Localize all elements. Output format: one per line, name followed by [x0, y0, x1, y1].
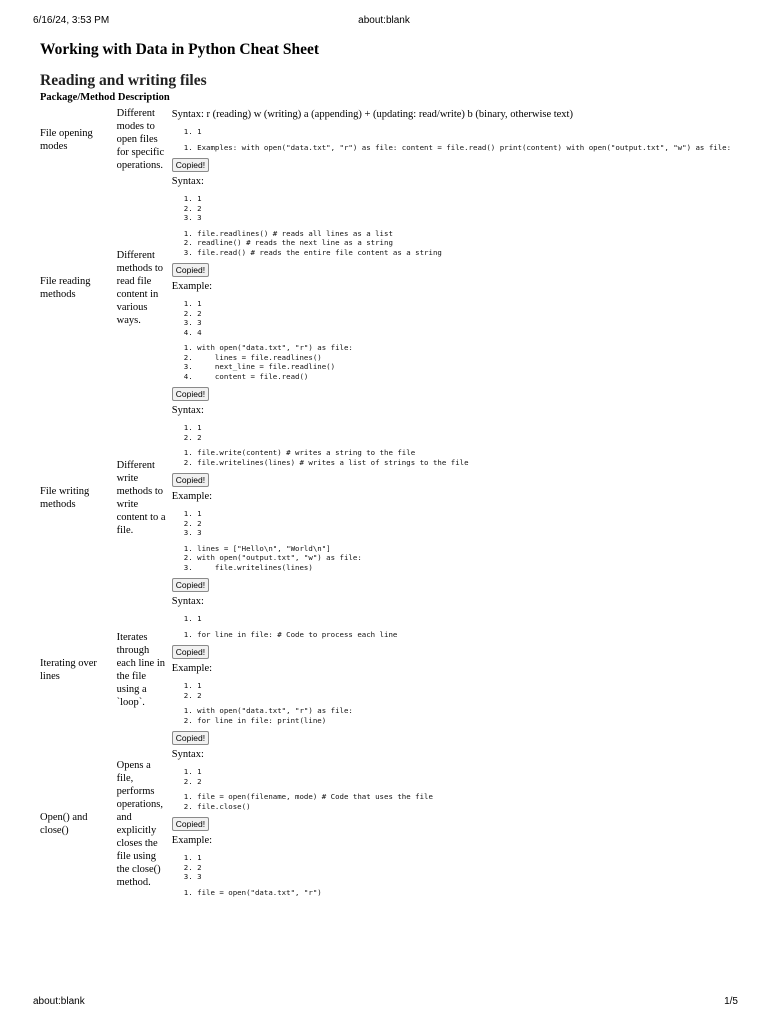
- copy-button[interactable]: Copied!: [172, 817, 209, 831]
- table-row: [40, 106, 740, 173]
- code-lines: 1. with open("data.txt", "r") as file: 2. for line in file: print(line): [183, 706, 353, 725]
- code-cell: [172, 746, 740, 902]
- code-lines: 1. file = open("data.txt", "r"): [183, 887, 322, 897]
- table-row: [40, 173, 740, 402]
- code-lines: 1. file = open(filename, mode) # Code that uses the file 2. file.close(): [183, 792, 433, 811]
- code-cell: [172, 173, 740, 402]
- method-description: Opens a file, performs operations, and explicitly closes the file using the close() method.: [116, 760, 163, 888]
- print-url: about:blank: [33, 996, 85, 1007]
- code-cell: [172, 402, 740, 593]
- line-numbers: 1. 1 2. 2 3. 3 4. 4: [183, 299, 202, 337]
- code-label: Syntax: r (reading) w (writing) a (appending) + (updating: read/write) b (binary, otherwise text): [171, 109, 573, 120]
- code-label: Syntax:: [171, 596, 204, 607]
- copy-button[interactable]: Copied!: [172, 387, 209, 401]
- table-row: [40, 746, 740, 902]
- method-name: File reading methods: [40, 275, 91, 300]
- method-description: Different methods to read file content in various ways.: [116, 249, 163, 326]
- page-title: Working with Data in Python Cheat Sheet: [40, 41, 320, 58]
- document-body: [40, 40, 740, 902]
- table-row: [40, 402, 740, 593]
- code-label: Syntax:: [171, 176, 204, 187]
- code-label: Syntax:: [171, 749, 204, 760]
- code-cell: [172, 593, 740, 746]
- code-block: [184, 847, 740, 902]
- code-block: [184, 121, 740, 157]
- line-numbers: 1. 1 2. 2 3. 3: [183, 194, 202, 222]
- table-header: Package/Method Description: [40, 92, 170, 103]
- copy-button[interactable]: Copied!: [172, 645, 209, 659]
- line-numbers: 1. 1: [183, 127, 202, 136]
- code-block: [184, 188, 740, 262]
- code-lines: 1. for line in file: # Code to process each line: [183, 629, 398, 639]
- table-row: [40, 593, 740, 746]
- method-name: Open() and close(): [40, 812, 88, 836]
- code-label: Example:: [171, 835, 213, 846]
- page-number: 1/5: [724, 996, 738, 1007]
- code-label: Example:: [171, 491, 213, 502]
- line-numbers: 1. 1: [183, 614, 202, 623]
- copy-button[interactable]: Copied!: [172, 731, 209, 745]
- code-lines: 1. with open("data.txt", "r") as file: 2. lines = file.readlines() 3. next_line = file.readline() 4. content = file.read(): [183, 343, 353, 381]
- method-name: File opening modes: [40, 127, 93, 152]
- line-numbers: 1. 1 2. 2 3. 3: [183, 853, 202, 881]
- code-label: Example:: [171, 663, 213, 674]
- code-lines: 1. file.write(content) # writes a string to the file 2. file.writelines(lines) # writes a list of strings to the file: [183, 448, 469, 467]
- method-name: File writing methods: [40, 485, 90, 510]
- line-numbers: 1. 1 2. 2: [183, 681, 202, 700]
- method-description: Different write methods to write content to a file.: [116, 459, 166, 536]
- method-description: Iterates through each line in the file using a `loop`.: [116, 631, 166, 708]
- cheat-table: [40, 92, 740, 902]
- code-block: [184, 503, 740, 577]
- code-block: [184, 608, 740, 644]
- code-cell: [172, 106, 740, 173]
- code-block: [184, 675, 740, 730]
- method-description: Different modes to open files for specific operations.: [116, 108, 165, 171]
- code-block: [184, 293, 740, 386]
- copy-button[interactable]: Copied!: [172, 263, 209, 277]
- section-title: Reading and writing files: [40, 72, 207, 89]
- code-lines: 1. lines = ["Hello\n", "World\n"] 2. with open("output.txt", "w") as file: 3. file.writelines(lines): [183, 543, 362, 572]
- code-block: [184, 417, 740, 472]
- copy-button[interactable]: Copied!: [172, 578, 209, 592]
- print-datetime: 6/16/24, 3:53 PM: [33, 15, 110, 26]
- method-name: Iterating over lines: [40, 657, 97, 682]
- copy-button[interactable]: Copied!: [172, 473, 209, 487]
- copy-button[interactable]: Copied!: [172, 158, 209, 172]
- code-block: [184, 761, 740, 816]
- line-numbers: 1. 1 2. 2: [183, 767, 202, 786]
- line-numbers: 1. 1 2. 2: [183, 423, 202, 442]
- code-label: Syntax:: [171, 405, 204, 416]
- print-page-title: about:blank: [358, 15, 410, 26]
- code-lines: 1. file.readlines() # reads all lines as a list 2. readline() # reads the next line as a string 3. file.read() # reads the entire file content as a string: [183, 228, 442, 257]
- code-label: Example:: [171, 281, 213, 292]
- line-numbers: 1. 1 2. 2 3. 3: [183, 509, 202, 537]
- code-lines: 1. Examples: with open("data.txt", "r") as file: content = file.read() print(content) with open("output.txt", "w") as file:: [183, 142, 732, 152]
